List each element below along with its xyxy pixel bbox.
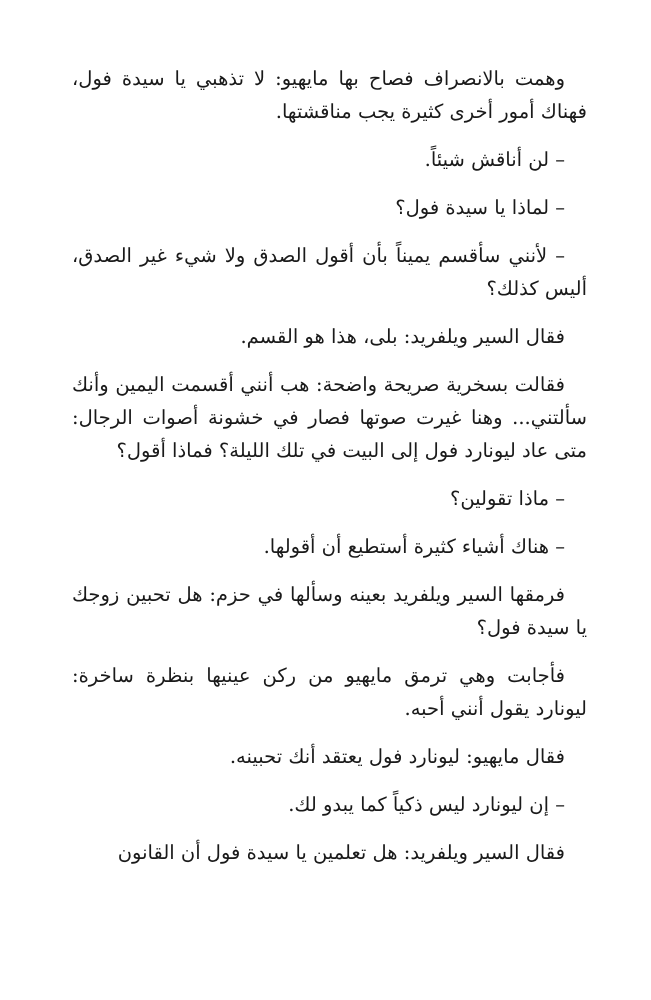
dialogue-line: – ماذا تقولين؟ <box>449 487 565 510</box>
paragraph: فقال السير ويلفريد: هل تعلمين يا سيدة فول أن القانون <box>117 841 565 864</box>
book-page-text <box>72 62 587 884</box>
dialogue-line: – لن أناقش شيئاً. <box>424 148 565 171</box>
dialogue-line: – لماذا يا سيدة فول؟ <box>395 196 565 219</box>
dialogue-line: – لأنني سأقسم يميناً بأن أقول الصدق ولا شيء غير الصدق، أليس كذلك؟ <box>72 244 587 300</box>
paragraph: وهمت بالانصراف فصاح بها مايهيو: لا تذهبي يا سيدة فول، فهناك أمور أخرى كثيرة يجب مناقشتها. <box>72 67 587 123</box>
paragraph: فرمقها السير ويلفريد بعينه وسألها في حزم: هل تحبين زوجك يا سيدة فول؟ <box>72 583 587 639</box>
dialogue-line: – إن ليونارد ليس ذكياً كما يبدو لك. <box>288 793 565 816</box>
paragraph: فقال مايهيو: ليونارد فول يعتقد أنك تحبينه. <box>229 745 565 768</box>
paragraph: فقالت بسخرية صريحة واضحة: هب أنني أقسمت اليمين وأنك سألتني... وهنا غيرت صوتها فصار في خشونة أصوات الرجال: متى عاد ليونارد فول إلى البيت في تلك الليلة؟ فماذا أقول؟ <box>72 373 587 462</box>
paragraph: فأجابت وهي ترمق مايهيو من ركن عينيها بنظرة ساخرة: ليونارد يقول أنني أحبه. <box>72 664 587 720</box>
paragraph: فقال السير ويلفريد: بلى، هذا هو القسم. <box>240 325 565 348</box>
dialogue-line: – هناك أشياء كثيرة أستطيع أن أقولها. <box>263 535 565 558</box>
